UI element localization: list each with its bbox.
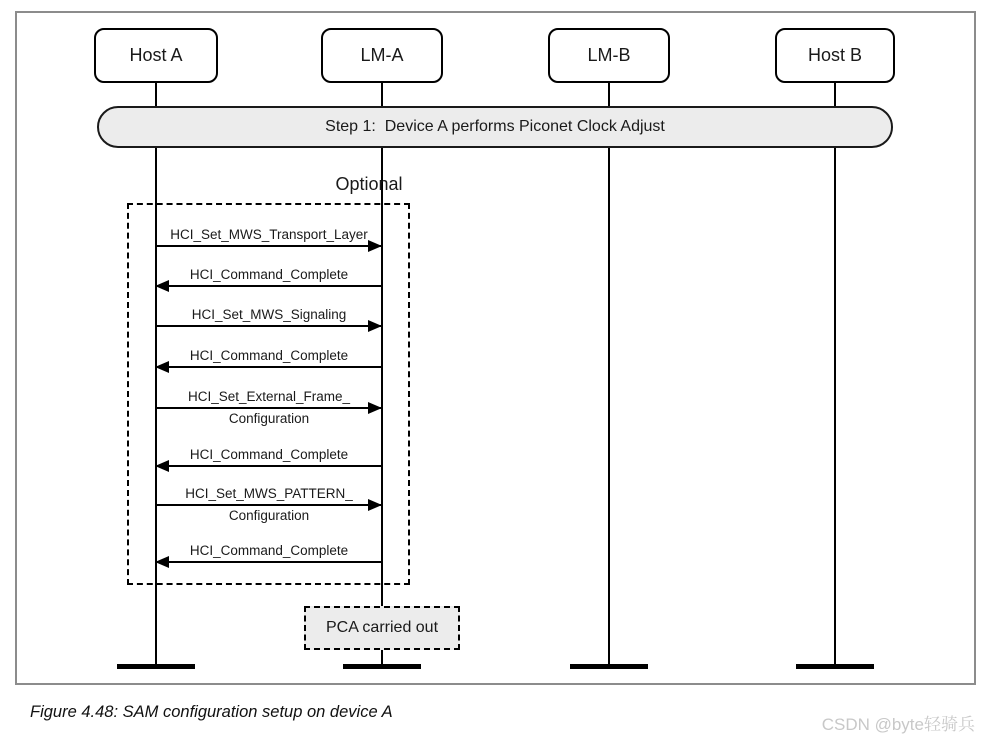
arrowhead-right-icon xyxy=(368,240,382,252)
message-label: HCI_Set_MWS_Transport_Layer xyxy=(170,227,368,242)
message-arrow-line xyxy=(156,504,382,506)
message-label: HCI_Command_Complete xyxy=(189,267,349,282)
watermark-text: CSDN @byte轻骑兵 xyxy=(821,715,975,734)
arrowhead-left-icon xyxy=(155,556,169,568)
lifeline-end-host-a xyxy=(117,664,195,669)
lifeline-end-lm-b xyxy=(570,664,648,669)
message-label: HCI_Command_Complete xyxy=(189,543,349,558)
message-label: HCI_Command_Complete xyxy=(189,447,349,462)
participant-host-b: Host B xyxy=(775,28,895,83)
pca-note-box: PCA carried out xyxy=(304,606,460,650)
arrowhead-right-icon xyxy=(368,320,382,332)
message-label: HCI_Set_MWS_PATTERN_ xyxy=(185,486,353,501)
step-banner: Step 1: Device A performs Piconet Clock Adjust xyxy=(97,106,893,148)
message-label: HCI_Command_Complete xyxy=(189,348,349,363)
message-arrow-line xyxy=(156,245,382,247)
message-arrow-line xyxy=(156,407,382,409)
message-arrow-line xyxy=(156,366,382,368)
message-label: HCI_Set_External_Frame_ xyxy=(187,389,351,404)
message-arrow-line xyxy=(156,325,382,327)
participant-lm-b: LM-B xyxy=(548,28,670,83)
arrowhead-left-icon xyxy=(155,361,169,373)
lifeline-host-b xyxy=(834,82,836,666)
lifeline-end-lm-a xyxy=(343,664,421,669)
message-label-line2: Configuration xyxy=(228,508,310,523)
figure-caption: Figure 4.48: SAM configuration setup on device A xyxy=(30,703,393,721)
participant-lm-a: LM-A xyxy=(321,28,443,83)
optional-fragment-label: Optional xyxy=(335,174,403,194)
message-arrow-line xyxy=(156,285,382,287)
arrowhead-left-icon xyxy=(155,460,169,472)
lifeline-end-host-b xyxy=(796,664,874,669)
lifeline-lm-b xyxy=(608,82,610,666)
message-label-line2: Configuration xyxy=(228,411,310,426)
message-label: HCI_Set_MWS_Signaling xyxy=(191,307,347,322)
participant-host-a: Host A xyxy=(94,28,218,83)
message-arrow-line xyxy=(156,465,382,467)
message-arrow-line xyxy=(156,561,382,563)
arrowhead-left-icon xyxy=(155,280,169,292)
